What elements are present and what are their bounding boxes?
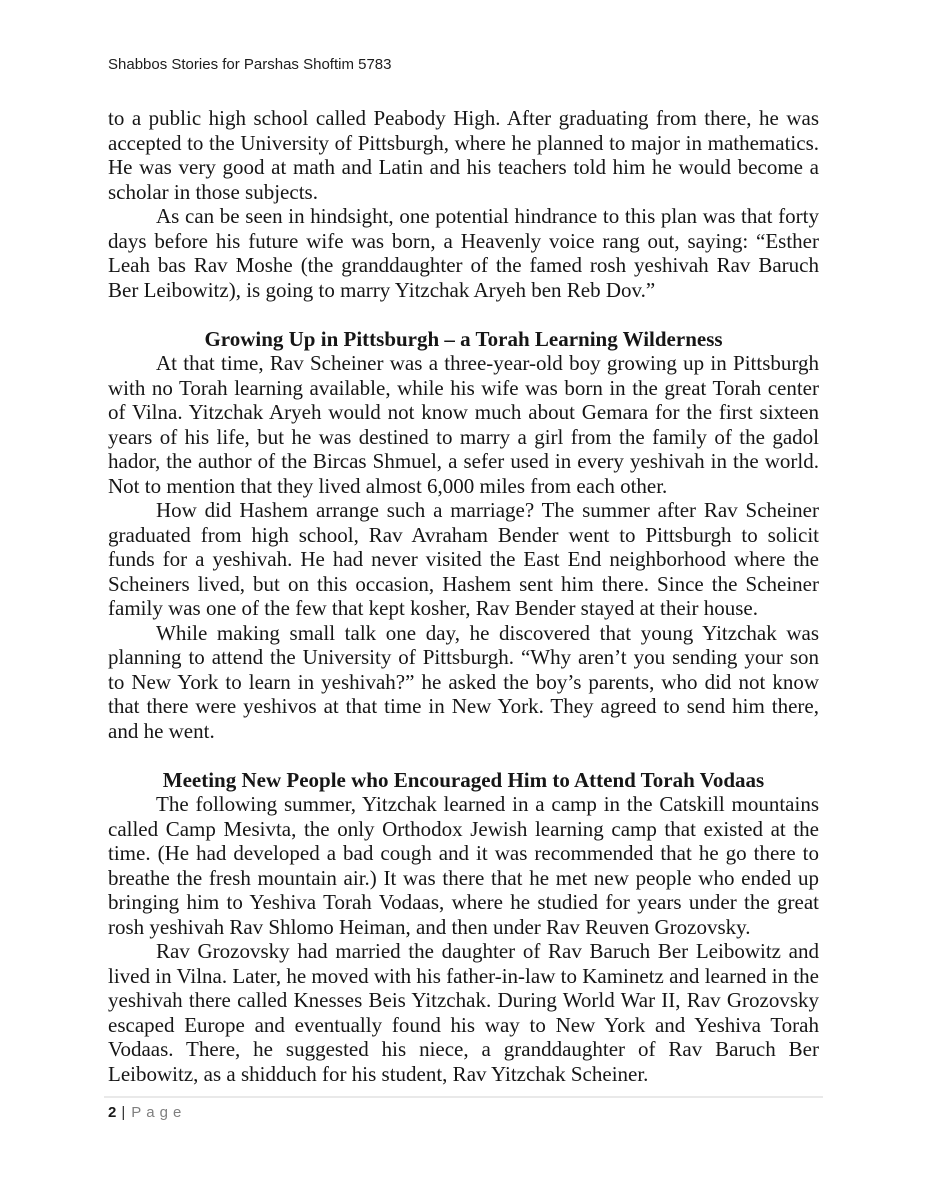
footer-page-number: 2 — [108, 1104, 117, 1121]
paragraph: While making small talk one day, he discovered that young Yitzchak was planning to attend the University of Pittsburgh. “Why aren’t you sending your son to New York to learn in yeshivah?” he asked the boy’s parents, who did not know that there were yeshivos at that time in New York. They agreed to send him there, and he went. — [108, 620, 819, 743]
section-heading: Meeting New People who Encouraged Him to Attend Torah Vodaas — [162, 767, 765, 792]
paragraph: The following summer, Yitzchak learned in a camp in the Catskill mountains called Camp Mesivta, the only Orthodox Jewish learning camp that existed at the time. (He had developed a bad cough and it was recommended that he go there to breathe the fresh mountain air.) It was there that he met new people who ended up bringing him to Yeshiva Torah Vodaas, where he studied for years under the great rosh yeshivah Rav Shlomo Heiman, and then under Rav Reuven Grozovsky. — [108, 792, 819, 939]
paragraph: At that time, Rav Scheiner was a three-year-old boy growing up in Pittsburgh with no Torah learning available, while his wife was born in the great Torah center of Vilna. Yitzchak Aryeh would not know much about Gemara for the first sixteen years of his life, but he was destined to marry a girl from the family of the gadol hador, the author of the Bircas Shmuel, a sefer used in every yeshivah in the world. Not to mention that they lived almost 6,000 miles from each other. — [108, 351, 819, 498]
page-footer — [108, 1104, 186, 1121]
document-header-title: Shabbos Stories for Parshas Shoftim 5783 — [108, 56, 392, 73]
paragraph: As can be seen in hindsight, one potential hindrance to this plan was that forty days before his future wife was born, a Heavenly voice rang out, saying: “Esther Leah bas Rav Moshe (the granddaughter of the famed rosh yeshivah Rav Baruch Ber Leibowitz), is going to marry Yitzchak Aryeh ben Reb Dov.” — [108, 204, 819, 302]
paragraph: to a public high school called Peabody High. After graduating from there, he was accepted to the University of Pittsburgh, where he planned to major in mathematics. He was very good at math and Latin and his teachers told him he would become a scholar in those subjects. — [108, 106, 819, 204]
footer-divider — [104, 1096, 823, 1098]
footer-separator: | — [121, 1104, 126, 1121]
document-body — [108, 106, 819, 1086]
paragraph: Rav Grozovsky had married the daughter of Rav Baruch Ber Leibowitz and lived in Vilna. Later, he moved with his father-in-law to Kaminetz and learned in the yeshivah there called Knesses Beis Yitzchak. During World War II, Rav Grozovsky escaped Europe and eventually found his way to New York and Yeshiva Torah Vodaas. There, he suggested his niece, a granddaughter of Rav Baruch Ber Leibowitz, as a shidduch for his student, Rav Yitzchak Scheiner. — [108, 939, 819, 1086]
section-heading: Growing Up in Pittsburgh – a Torah Learning Wilderness — [204, 326, 723, 351]
footer-page-label: Page — [131, 1104, 187, 1121]
paragraph: How did Hashem arrange such a marriage? The summer after Rav Scheiner graduated from high school, Rav Avraham Bender went to Pittsburgh to solicit funds for a yeshivah. He had never visited the East End neighborhood where the Scheiners lived, but on this occasion, Hashem sent him there. Since the Scheiner family was one of the few that kept kosher, Rav Bender stayed at their house. — [108, 498, 819, 620]
